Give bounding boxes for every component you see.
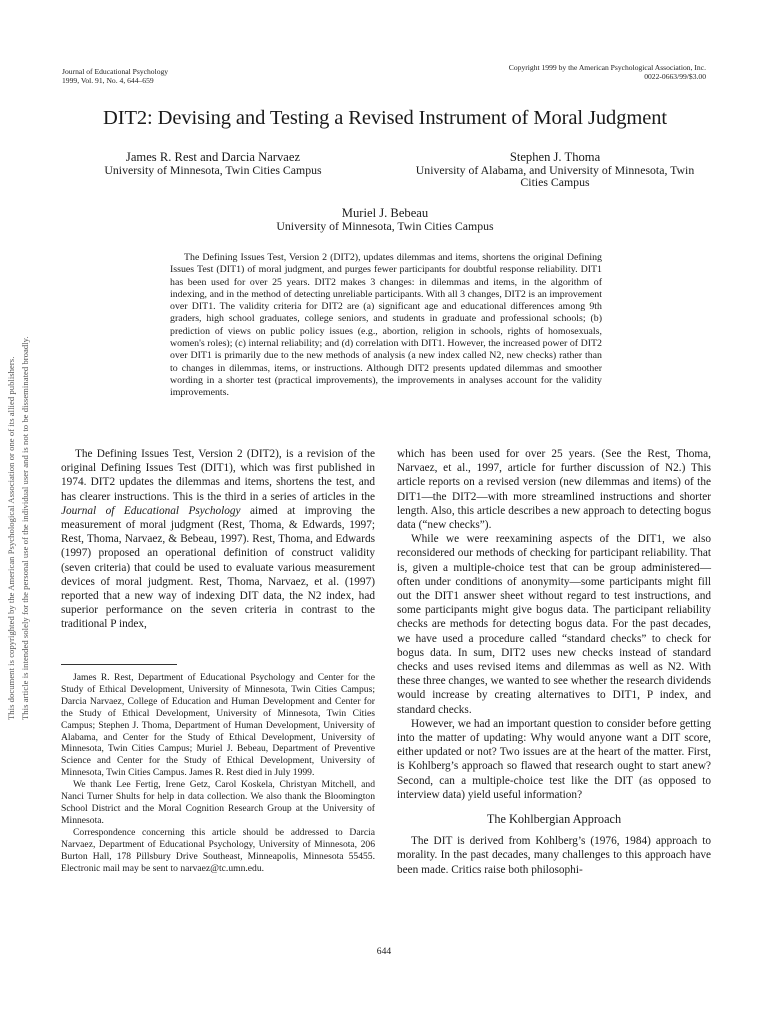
body-column-left [61, 447, 375, 632]
side-notice-line-1: This document is copyrighted by the American Psychological Association or one of its allied publishers. [6, 356, 16, 720]
issn-code: 0022-0663/99/$3.00 [644, 72, 706, 81]
footnote-paragraph: James R. Rest, Department of Educational Psychology and Center for the Study of Ethical Development, University of Minnesota, Twin Cities Campus; Darcia Narvaez, College of Education and Human Development and Center for the Study of Ethical Development, University of Minnesota, Twin Cities Campus; Stephen J. Thoma, Department of Human Development, University of Alabama, and Center for the Study of Ethical Development, University of Minnesota, Twin Cities Campus; Muriel J. Bebeau, Department of Preventive Science and Center for the Study of Ethical Development, University of Minnesota, Twin Cities Campus. James R. Rest died in July 1999. [61, 672, 375, 779]
abstract-text: The Defining Issues Test, Version 2 (DIT2), updates dilemmas and items, shortens the original Defining Issues Test (DIT1) of moral judgment, and purges fewer participants for doubtful response reliability. DIT1 has been used for over 25 years. DIT2 makes 3 changes: in dilemmas and items, in the algorithm of indexing, and in the method of detecting unreliable participants. With all 3 changes, DIT2 is an improvement over DIT1. The validity criteria for DIT2 are (a) significant age and educational differences among 9th graders, high school graduates, college seniors, and students in graduate and professional schools; (b) prediction of views on public policy issues (e.g., abortion, religion in schools, rights of homosexuals, women's roles); (c) internal reliability; and (d) correlation with DIT1. However, the increased power of DIT2 over DIT1 is primarily due to the new methods of analysis (a new index called N2, new checks) rather than to changes in dilemmas, items, or instructions. Although DIT2 presents updated dilemmas and smoother wording in a shorter test (practical improvements), the improvements in analyses account for the validity improvements. [170, 252, 602, 399]
abstract [170, 252, 602, 400]
body-column-right [397, 447, 711, 877]
journal-title-ref: Journal of Educational Psychology [61, 504, 241, 517]
footnote-paragraph: Correspondence concerning this article should be addressed to Darcia Narvaez, Department of Educational Psychology, University of Minnesota, 206 Burton Hall, 178 Pillsbury Drive Southeast, Minneapolis, Minnesota 55455. Electronic mail may be sent to narvaez@tc.umn.edu. [61, 826, 375, 874]
author-affiliation: University of Minnesota, Twin Cities Campus [276, 218, 494, 233]
copyright-header [509, 63, 706, 81]
body-paragraph: While we were reexamining aspects of the DIT1, we also reconsidered our methods of checking for participant reliability. That is, given a multiple-choice test that can be group administered—often under conditions of anonymity—some participants might fill out the DIT1 answer sheet without regard to test instructions, and some participants might give bogus data. The participant reliability checks are methods for detecting bogus data. For the past decades, we have used a procedure called “standard checks” to check for bogus data. In sum, DIT2 uses new checks instead of standard checks and uses revised items and dilemmas as well as N2. With these three changes, we wanted to see whether the research dividends would increase by creating alternatives to DIT1, P index, and standard checks. [397, 533, 711, 716]
journal-name: Journal of Educational Psychology [62, 67, 169, 76]
author-affiliation: University of Alabama, and University of Minnesota, Twin Cities Campus [415, 162, 695, 189]
author-block-2 [405, 151, 705, 189]
footnote-divider [61, 664, 177, 665]
copyright-side-notice [0, 290, 40, 720]
author-block-3 [230, 207, 540, 232]
author-name: Stephen J. Thoma [509, 150, 601, 164]
author-affiliation: University of Minnesota, Twin Cities Campus [104, 162, 322, 177]
body-paragraph: The DIT is derived from Kohlberg’s (1976, 1984) approach to morality. In the past decades, many challenges to this approach have been made. Critics raise both philosophi- [397, 835, 711, 876]
body-paragraph: However, we had an important question to consider before getting into the matter of updating: Why would anyone want a DIT score, either updated or not? Two issues are at the heart of the matter. First, is Kohlberg’s approach so flawed that research ought to start anew? Second, can a multiple-choice test like the DIT (as opposed to interview data) yield useful information? [397, 717, 711, 801]
journal-volume: 1999, Vol. 91, No. 4, 644–659 [62, 76, 154, 85]
author-name: Muriel J. Bebeau [341, 206, 429, 220]
journal-header [62, 67, 168, 85]
body-text: aimed at improving the measurement of moral judgment (Rest, Thoma, & Edwards, 1997; Rest, Thoma, Narvaez, & Bebeau, 1997). Rest, Thoma, and Edwards (1997) proposed an operational definition of construct validity (seven criteria) that could be used to evaluate various measurement devices of moral judgment. Rest, Thoma, Narvaez, et al. (1997) reported that a new way of indexing DIT data, the N2 index, had superior performance on the seven criteria in contrast to the traditional P index, [61, 504, 375, 631]
author-block-1 [78, 151, 348, 176]
page-number: 644 [376, 946, 392, 957]
side-notice-line-2: This article is intended solely for the personal use of the individual user and is not to be disseminated broadly. [20, 336, 30, 720]
body-paragraph [61, 447, 375, 632]
section-heading: The Kohlbergian Approach [486, 812, 622, 827]
author-note [61, 672, 375, 874]
author-name: James R. Rest and Darcia Narvaez [125, 150, 301, 164]
copyright-line: Copyright 1999 by the American Psychological Association, Inc. [508, 63, 706, 72]
body-text: The Defining Issues Test, Version 2 (DIT2), is a revision of the original Defining Issues Test (DIT1), which was first published in 1974. DIT2 updates the dilemmas and items, shortens the test, and has clearer instructions. This is the third in a series of articles in the [61, 448, 375, 503]
article-title: DIT2: Devising and Testing a Revised Instrument of Moral Judgment [103, 107, 667, 129]
body-paragraph: which has been used for over 25 years. (See the Rest, Thoma, Narvaez, et al., 1997, article for further discussion of N2.) This article reports on a revised version (new dilemmas and items) of the DIT1—the DIT2—with more streamlined instructions and shorter length. Also, this article describes a new approach to detecting bogus data (“new checks”). [397, 448, 711, 532]
footnote-paragraph: We thank Lee Fertig, Irene Getz, Carol Koskela, Christyan Mitchell, and Nanci Turner Shults for help in data collection. We also thank the Bloomington School District and the Moral Cognition Research Group at the University of Minnesota. [61, 779, 375, 826]
